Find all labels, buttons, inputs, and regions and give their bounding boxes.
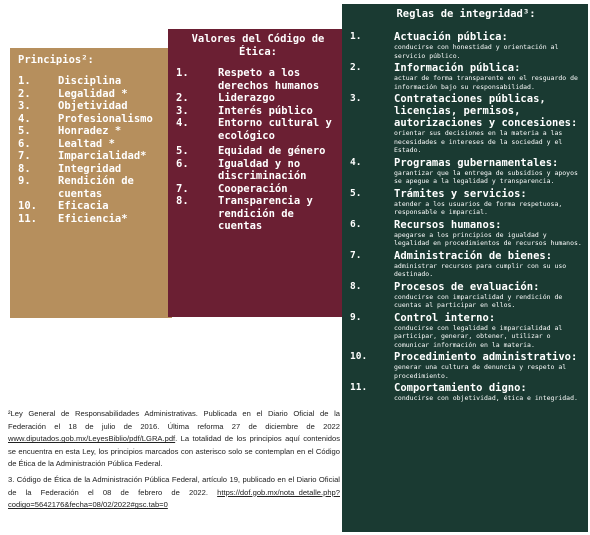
principio-label: Eficiencia* [58,212,128,225]
principio-label: Eficacia [58,200,109,212]
footnote-3-link[interactable]: https://dof.gob.mx/nota_detalle.php?codigo=5642176&fecha=08/02/2022#gsc.tab=0 [8,487,340,510]
valores-list [176,67,340,233]
regla-name: Administración de bienes: [394,249,553,262]
principio-item: 10. Eficacia [18,200,172,213]
regla-desc: garantizar que la entrega de subsidios y apoyos se apegue a la legalidad y transparencia. [394,168,578,185]
principio-item: 3. Objetividad [18,100,172,113]
regla-desc: conducirse con honestidad y orientación al servicio público. [394,43,559,60]
valor-item: 6. Igualdad y no discriminación [176,158,340,183]
regla-item: 5. Trámites y servicios: atender a los usuarios de forma respetuosa, responsable e imparcial. [350,188,582,217]
valor-label: Entorno cultural y ecológico [218,117,332,142]
regla-name: Procesos de evaluación: [394,280,540,293]
valor-label: Transparencia y rendición de cuentas [218,195,313,232]
regla-item: 1. Actuación pública: conducirse con honestidad y orientación al servicio público. [350,31,582,60]
regla-desc: generar una cultura de denuncia y respeto al procedimiento. [394,363,567,380]
regla-name: Procedimiento administrativo: [394,351,578,363]
principio-item: 11. Eficiencia* [18,213,172,226]
valor-label: Interés público [218,104,313,117]
principio-item: 6. Lealtad * [18,138,172,151]
footnote-3: 3. Código de Ética de la Administración Pública Federal, artículo 19, publicado en el Diario Oficial de la Federación el 08 de febrero de 2022. https://dof.gob.mx/nota_detalle.php?codigo=5642176&fecha=08/02/2022#gsc.tab=0 [8,474,340,510]
valor-item: 3. Interés público [176,105,340,118]
regla-desc: apegarse a los principios de igualdad y legalidad en procedimientos de recursos humanos. [394,230,582,247]
regla-name: Información pública: [394,62,521,74]
regla-item: 10. Procedimiento administrativo: generar una cultura de denuncia y respeto al procedimiento. [350,351,582,380]
reglas-title: Reglas de integridad³: [396,8,536,20]
regla-desc: conducirse con objetividad, ética e integridad. [394,394,578,402]
principio-label: Lealtad * [58,137,115,150]
regla-item: 2. Información pública: actuar de forma transparente en el resguardo de información bajo su responsabilidad. [350,62,582,91]
valor-label: Igualdad y no discriminación [218,157,307,182]
valor-label: Liderazgo [218,92,275,104]
regla-item: 6. Recursos humanos: apegarse a los principios de igualdad y legalidad en procedimientos de recursos humanos. [350,218,582,247]
regla-desc: conducirse con imparcialidad y rendición de cuentas al participar en ellos. [394,292,563,309]
valor-label: Equidad de género [218,145,326,157]
valor-item: 5. Equidad de género [176,145,340,158]
regla-name: Recursos humanos: [394,218,502,231]
principio-label: Integridad [58,162,122,175]
regla-item: 7. Administración de bienes: administrar recursos para cumplir con su uso destinado. [350,250,582,279]
principio-item: 1. Disciplina [18,75,172,88]
footnote-2-link[interactable]: www.diputados.gob.mx/LeyesBiblio/pdf/LGRA.pdf [8,434,176,444]
regla-name: Trámites y servicios: [394,187,527,200]
principio-label: Disciplina [58,75,122,87]
regla-name: Actuación pública: [394,31,508,43]
principios-title: Principios²: [18,54,94,66]
regla-desc: orientar sus decisiones en la materia a las necesidades e intereses de la sociedad y el Estado. [394,129,563,154]
regla-item: 8. Procesos de evaluación: conducirse con imparcialidad y rendición de cuentas al participar en ellos. [350,281,582,310]
regla-name: Programas gubernamentales: [394,156,559,169]
valor-item: 4. Entorno cultural y ecológico [176,117,340,142]
principio-label: Imparcialidad* [58,150,147,162]
regla-desc: actuar de forma transparente en el resguardo de información bajo su responsabilidad. [394,74,578,91]
footnotes [8,408,340,515]
valor-item: 1. Respeto a los derechos humanos [176,67,340,92]
regla-desc: administrar recursos para cumplir con su uso destinado. [394,261,567,278]
valores-title: Valores del Código de Ética: [191,33,325,58]
valores-panel [168,29,346,317]
principio-item: 8. Integridad [18,163,172,176]
principio-label: Honradez * [58,125,122,137]
principio-label: Legalidad * [58,87,128,100]
principio-label: Rendición de cuentas [58,175,134,200]
regla-name: Comportamiento digno: [394,382,527,394]
regla-desc: conducirse con legalidad e imparcialidad al participar, generar, obtener, utilizar o comunicar información en la materia. [394,323,563,349]
valor-item: 2. Liderazgo [176,92,340,105]
valor-item: 8. Transparencia y rendición de cuentas [176,195,340,233]
regla-item: 9. Control interno: conducirse con legalidad e imparcialidad al participar, generar, obtener, utilizar o comunicar información en la materia. [350,312,582,350]
principio-item: 7. Imparcialidad* [18,150,172,163]
valor-label: Cooperación [218,182,288,195]
footnote-2: ²Ley General de Responsabilidades Administrativas. Publicada en el Diario Oficial de la Federación el 18 de julio de 2016. Última reforma 27 de diciembre de 2022 www.diputados.gob.mx/LeyesBiblio/pdf/LGRA.pdf. La totalidad de los principios aquí contenidos se encuentra en esta Ley, los principios marcados con asterisco solo se contemplan en el Código de Ética de la Administración Pública Federal. [8,409,340,469]
regla-item: 3. Contrataciones públicas, licencias, permisos, autorizaciones y concesiones: orientar sus decisiones en la materia a las necesidades e intereses de la sociedad y el Estado. [350,93,582,155]
principios-panel [10,48,172,318]
regla-name: Control interno: [394,311,496,324]
regla-name: Contrataciones públicas, licencias, permisos, autorizaciones y concesiones: [394,93,578,129]
principio-label: Profesionalismo [58,112,153,125]
regla-item: 4. Programas gubernamentales: garantizar que la entrega de subsidios y apoyos se apegue a la legalidad y transparencia. [350,157,582,186]
principio-item: 4. Profesionalismo [18,113,172,126]
principio-item: 9. Rendición de cuentas [18,175,172,200]
principios-list [18,75,172,225]
valor-item: 7. Cooperación [176,183,340,196]
principio-item: 2. Legalidad * [18,88,172,101]
principio-label: Objetividad [58,100,128,112]
regla-item: 11. Comportamiento digno: conducirse con objetividad, ética e integridad. [350,382,582,403]
regla-desc: atender a los usuarios de forma respetuosa, responsable e imparcial. [394,199,563,216]
valor-label: Respeto a los derechos humanos [218,67,320,92]
principio-item: 5. Honradez * [18,125,172,138]
reglas-panel [342,4,588,532]
